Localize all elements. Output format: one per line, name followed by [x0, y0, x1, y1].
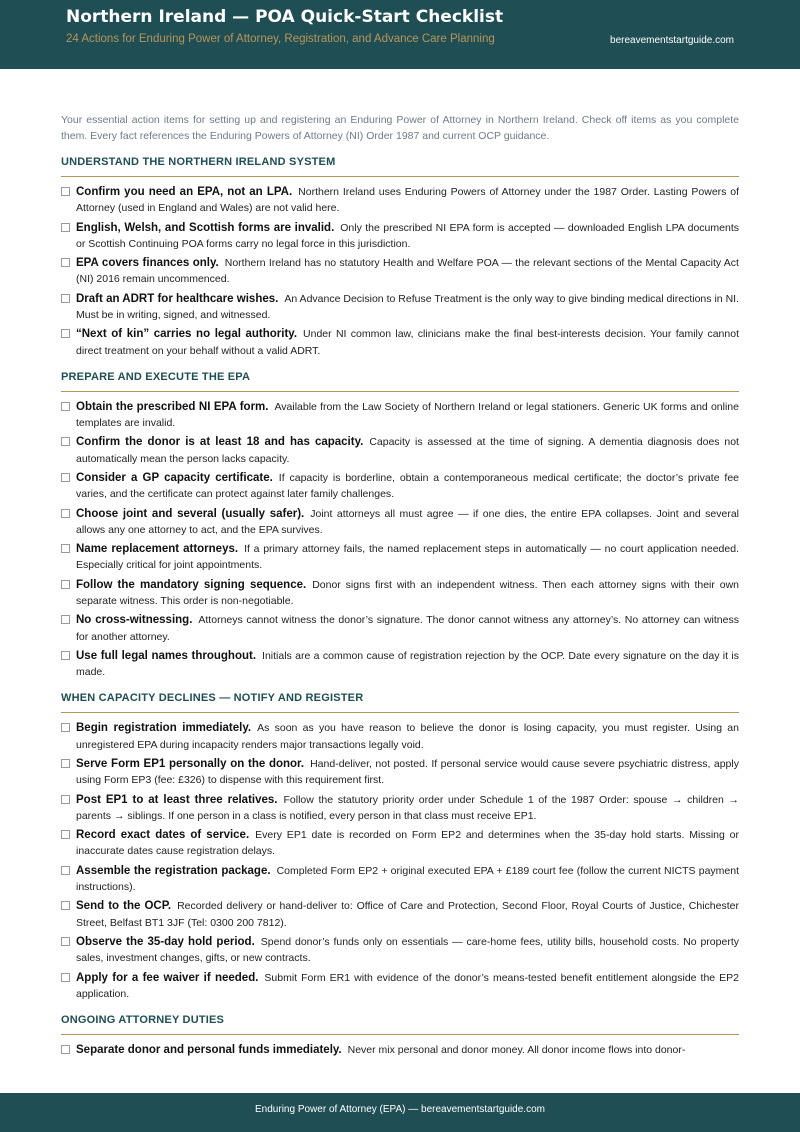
- checkbox[interactable]: [61, 615, 70, 624]
- item-heading: Serve Form EP1 personally on the donor.: [76, 757, 305, 770]
- item-heading: Consider a GP capacity certificate.: [76, 471, 273, 484]
- page-header: [0, 0, 800, 69]
- checklist-item: [61, 934, 739, 966]
- checklist-item: [61, 827, 739, 859]
- item-description: Recorded delivery or hand-deliver to: Office of Care and Protection, Second Floor, Royal Courts of Justice, Chichester Street, Belfast BT1 3JF (Tel: 0300 200 7812).: [76, 900, 739, 929]
- item-heading: Record exact dates of service.: [76, 829, 250, 842]
- checklist-item: [61, 255, 739, 287]
- item-description: Donor signs first with an independent witness. Then each attorney signs with their own separate witness. This order is non-negotiable.: [76, 578, 739, 607]
- checkbox[interactable]: [61, 509, 70, 518]
- checkbox[interactable]: [61, 187, 70, 196]
- section-title: WHEN CAPACITY DECLINES — NOTIFY AND REGISTER: [61, 692, 739, 713]
- checkbox[interactable]: [61, 830, 70, 839]
- checkbox[interactable]: [61, 402, 70, 411]
- checkbox[interactable]: [61, 329, 70, 338]
- item-description: Hand-deliver, not posted. If personal service would cause severe psychiatric distress, apply using Form EP3 (fee: £326) to dispense with this requirement first.: [76, 757, 739, 787]
- item-description: Available from the Law Society of Northern Ireland or legal stationers. Generic UK forms and online templates are invalid.: [76, 400, 739, 429]
- checkbox[interactable]: [61, 544, 70, 553]
- item-heading: English, Welsh, and Scottish forms are invalid.: [76, 221, 335, 234]
- checkbox[interactable]: [61, 1045, 70, 1054]
- checklist-item: [61, 220, 739, 252]
- item-description: Under NI common law, clinicians make the final best-interests decision. Your family cannot direct treatment on your behalf without a valid ADRT.: [76, 328, 739, 357]
- checklist-item: [61, 291, 739, 323]
- checklist-item: [61, 1042, 739, 1058]
- checklist-item: [61, 720, 739, 752]
- item-heading: Obtain the prescribed NI EPA form.: [76, 400, 269, 413]
- item-heading: Post EP1 to at least three relatives.: [76, 793, 278, 806]
- item-description: Every EP1 date is recorded on Form EP2 and determines when the 35-day hold starts. Missing or inaccurate dates cause registration delays.: [76, 829, 739, 858]
- item-description: Initials are a common cause of registration rejection by the OCP. Date every signature on the day it is made.: [76, 649, 739, 679]
- checkbox[interactable]: [61, 258, 70, 267]
- checklist-content: [61, 112, 739, 1061]
- item-description: Follow the statutory priority order under Schedule 1 of the 1987 Order: spouse → children → parents → siblings. If one person in a class is notified, every person in that class must receive EP1.: [76, 793, 740, 822]
- checklist-item: [61, 863, 739, 895]
- checkbox[interactable]: [61, 223, 70, 232]
- checklist-item: [61, 792, 739, 824]
- item-heading: Begin registration immediately.: [76, 722, 252, 735]
- checkbox[interactable]: [61, 651, 70, 660]
- item-heading: Use full legal names throughout.: [76, 649, 257, 662]
- item-heading: Observe the 35-day hold period.: [76, 935, 255, 948]
- item-description: Completed Form EP2 + original executed EPA + £189 court fee (follow the current NICTS payment instructions).: [76, 864, 740, 893]
- item-heading: Confirm you need an EPA, not an LPA.: [76, 186, 293, 198]
- item-description: An Advance Decision to Refuse Treatment is the only way to give binding medical directions in NI. Must be in writing, signed, and witnessed.: [76, 292, 739, 321]
- item-heading: EPA covers finances only.: [76, 257, 219, 270]
- section-title: ONGOING ATTORNEY DUTIES: [61, 1014, 739, 1035]
- checkbox[interactable]: [61, 901, 70, 910]
- item-description: If a primary attorney fails, the named replacement steps in automatically — no court application needed. Especially critical for joint appointments.: [76, 543, 739, 572]
- item-description: Spend donor’s funds only on essentials — care-home fees, utility bills, household costs. No property sales, investment changes, gifts, or new contracts.: [76, 935, 739, 965]
- checklist-item: [61, 506, 739, 538]
- checkbox[interactable]: [61, 437, 70, 446]
- checklist-item: [61, 970, 739, 1002]
- document-subtitle: 24 Actions for Enduring Power of Attorney, Registration, and Advance Care Planning: [66, 33, 495, 45]
- section-title: PREPARE AND EXECUTE THE EPA: [61, 371, 739, 392]
- item-heading: Send to the OCP.: [76, 900, 172, 913]
- checkbox[interactable]: [61, 937, 70, 946]
- item-heading: Separate donor and personal funds immediately.: [76, 1043, 342, 1056]
- item-description: Northern Ireland has no statutory Health and Welfare POA — the relevant sections of the Mental Capacity Act (NI) 2016 remain uncommenced.: [76, 257, 739, 286]
- checkbox[interactable]: [61, 795, 70, 804]
- item-heading: Confirm the donor is at least 18 and has capacity.: [76, 436, 364, 449]
- intro-paragraph: Your essential action items for setting up and registering an Enduring Power of Attorney in Northern Ireland. Check off items as you complete them. Every fact references the Enduring Powers of Attorney (NI) Order 1987 and current OCP guidance.: [61, 114, 739, 142]
- item-heading: No cross-witnessing.: [76, 614, 193, 627]
- item-heading: Draft an ADRT for healthcare wishes.: [76, 292, 279, 305]
- item-description: Never mix personal and donor money. All donor income flows into donor-: [347, 1043, 686, 1056]
- section-title: UNDERSTAND THE NORTHERN IRELAND SYSTEM: [61, 156, 739, 177]
- item-description: Submit Form ER1 with evidence of the donor’s means-tested benefit entitlement alongside the EP2 application.: [76, 971, 739, 1000]
- checkbox[interactable]: [61, 473, 70, 482]
- item-description: Attorneys cannot witness the donor’s signature. The donor cannot witness any attorney’s. No attorney can witness for another attorney.: [76, 614, 739, 643]
- checklist-sections: [61, 156, 739, 1058]
- checklist-item: [61, 898, 739, 930]
- item-heading: Apply for a fee waiver if needed.: [76, 971, 259, 984]
- item-description: If capacity is borderline, obtain a contemporaneous medical certificate; the doctor’s private fee varies, and the certificate can protect against later family challenges.: [76, 471, 739, 501]
- checkbox[interactable]: [61, 723, 70, 732]
- checklist-item: [61, 399, 739, 431]
- checklist: [61, 720, 739, 1002]
- checkbox[interactable]: [61, 580, 70, 589]
- item-heading: Name replacement attorneys.: [76, 543, 239, 556]
- checklist-item: [61, 577, 739, 609]
- header-site-name: bereavementstartguide.com: [610, 35, 734, 46]
- page-footer: Enduring Power of Attorney (EPA) — bereavementstartguide.com: [0, 1093, 800, 1132]
- checklist: [61, 184, 739, 359]
- item-heading: Follow the mandatory signing sequence.: [76, 578, 307, 591]
- item-heading: “Next of kin” carries no legal authority.: [76, 328, 298, 341]
- item-heading: Choose joint and several (usually safer).: [76, 507, 305, 520]
- checkbox[interactable]: [61, 294, 70, 303]
- checkbox[interactable]: [61, 866, 70, 875]
- checklist-item: [61, 612, 739, 644]
- checklist-item: [61, 184, 739, 216]
- item-description: As soon as you have reason to believe the donor is losing capacity, you must register. Using an unregistered EPA during incapacity renders major transactions legally void.: [76, 722, 739, 751]
- item-description: Capacity is assessed at the time of signing. A dementia diagnosis does not automatically mean the person lacks capacity.: [76, 436, 739, 465]
- item-description: Northern Ireland uses Enduring Powers of Attorney under the 1987 Order. Lasting Powers of Attorney (used in England and Wales) are not valid here.: [76, 186, 739, 215]
- checklist-item: [61, 326, 739, 358]
- checklist: [61, 399, 739, 681]
- checkbox[interactable]: [61, 759, 70, 768]
- checklist-item: [61, 756, 739, 788]
- checklist-item: [61, 541, 739, 573]
- checklist-item: [61, 648, 739, 680]
- item-description: Joint attorneys all must agree — if one dies, the entire EPA collapses. Joint and several allows any one attorney to act, and the EPA survives.: [76, 507, 739, 536]
- checklist-item: [61, 434, 739, 466]
- checklist-item: [61, 470, 739, 502]
- item-description: Only the prescribed NI EPA form is accepted — downloaded English LPA documents or Scottish Continuing POA forms carry no legal force in this jurisdiction.: [76, 221, 739, 250]
- checkbox[interactable]: [61, 973, 70, 982]
- checklist: [61, 1042, 739, 1058]
- document-title: Northern Ireland — POA Quick-Start Checklist: [66, 7, 504, 27]
- item-heading: Assemble the registration package.: [76, 864, 271, 877]
